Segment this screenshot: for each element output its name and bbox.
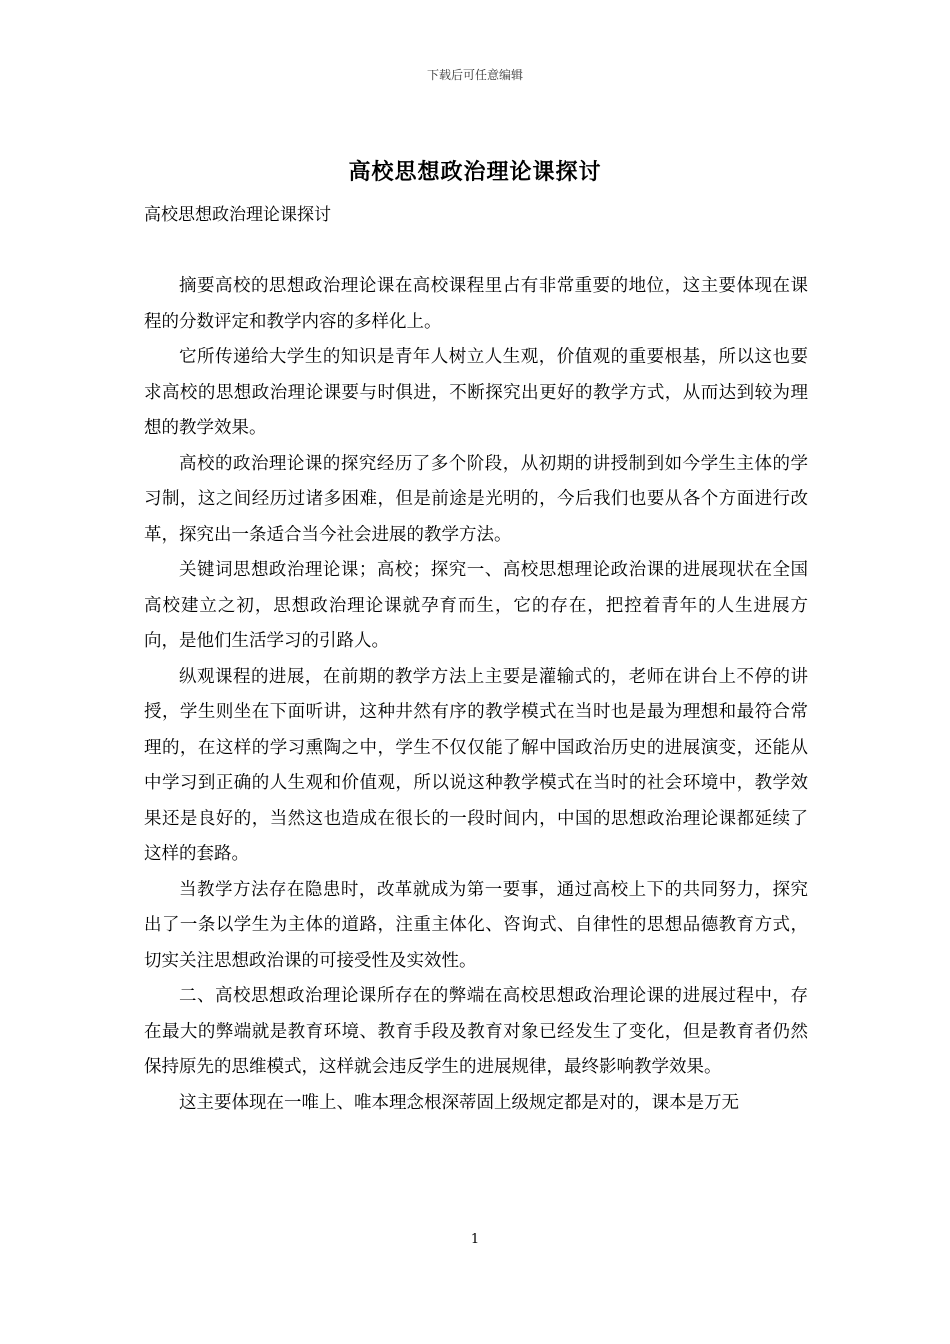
document-subtitle: 高校思想政治理论课探讨	[144, 205, 331, 225]
document-body	[144, 269, 808, 1121]
body-paragraph: 二、高校思想政治理论课所存在的弊端在高校思想政治理论课的进展过程中，存在最大的弊端就是教育环境、教育手段及教育对象已经发生了变化，但是教育者仍然保持原先的思维模式，这样就会违反学生的进展规律，最终影响教学效果。	[144, 986, 808, 1077]
body-paragraph: 纵观课程的进展，在前期的教学方法上主要是灌输式的，老师在讲台上不停的讲授，学生则坐在下面听讲，这种井然有序的教学模式在当时也是最为理想和最符合常理的，在这样的学习熏陶之中，学生不仅仅能了解中国政治历史的进展演变，还能从中学习到正确的人生观和价值观，所以说这种教学模式在当时的社会环境中，教学效果还是良好的，当然这也造成在很长的一段时间内，中国的思想政治理论课都延续了这样的套路。	[144, 666, 808, 864]
body-paragraph: 关键词思想政治理论课；高校；探究一、高校思想理论政治课的进展现状在全国高校建立之初，思想政治理论课就孕育而生，它的存在，把控着青年的人生进展方向，是他们生活学习的引路人。	[144, 560, 808, 651]
body-paragraph: 它所传递给大学生的知识是青年人树立人生观，价值观的重要根基，所以这也要求高校的思想政治理论课要与时俱进，不断探究出更好的教学方式，从而达到较为理想的教学效果。	[144, 347, 808, 438]
body-paragraph: 当教学方法存在隐患时，改革就成为第一要事，通过高校上下的共同努力，探究出了一条以学生为主体的道路，注重主体化、咨询式、自律性的思想品德教育方式，切实关注思想政治课的可接受性及实效性。	[144, 879, 808, 971]
body-paragraph: 高校的政治理论课的探究经历了多个阶段，从初期的讲授制到如今学生主体的学习制，这之间经历过诸多困难，但是前途是光明的，今后我们也要从各个方面进行改革，探究出一条适合当今社会进展的教学方法。	[144, 453, 808, 545]
document-title: 高校思想政治理论课探讨	[348, 159, 602, 185]
body-paragraph: 这主要体现在一唯上、唯本理念根深蒂固上级规定都是对的，课本是万无	[179, 1092, 739, 1113]
page-header-note: 下载后可任意编辑	[426, 68, 523, 82]
body-paragraph: 摘要高校的思想政治理论课在高校课程里占有非常重要的地位，这主要体现在课程的分数评定和教学内容的多样化上。	[144, 276, 808, 332]
page-number: 1	[470, 1232, 480, 1247]
